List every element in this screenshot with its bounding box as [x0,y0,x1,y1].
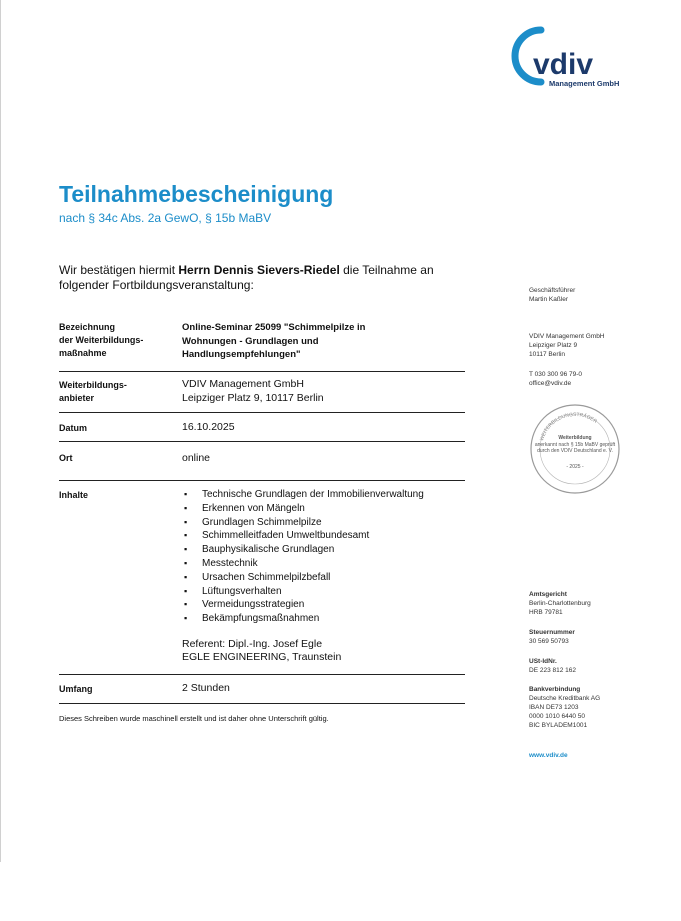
svg-text:WEITERBILDUNGSTRÄGER: WEITERBILDUNGSTRÄGER [539,411,598,442]
email-link[interactable]: office@vdiv.de [529,380,572,387]
details-table [59,313,465,704]
list-item: ▪ Technische Grundlagen der Immobilienverwaltung [182,488,424,502]
list-item: ▪ Schimmelleitfaden Umweltbundesamt [182,529,424,543]
row-ort [59,442,465,481]
sidebar-register: Amtsgericht Berlin-Charlottenburg HRB 79781 [529,591,591,616]
referent-company: EGLE ENGINEERING, Traunstein [182,651,342,664]
list-item: ▪ Bekämpfungsmaßnahmen [182,612,424,626]
list-item: ▪ Lüftungsverhalten [182,585,424,599]
footer-note: Dieses Schreiben wurde maschinell erstellt und ist daher ohne Unterschrift gültig. [59,714,329,723]
certification-seal: WEITERBILDUNGSTRÄGER Weiterbildung anerkannt nach § 15b MaBV geprüft durch den VDIV Deutschland e. V. - 2025 - [528,402,622,496]
page-edge [0,0,1,862]
label-anbieter: Weiterbildungs- anbieter [59,380,127,403]
content-list [182,488,424,626]
sidebar-contact [529,370,582,388]
website-link[interactable]: www.vdiv.de [529,752,568,759]
row-datum [59,413,465,442]
logo-brand: vdiv [533,48,594,81]
row-bezeichnung [59,313,465,372]
label-bezeichnung: Bezeichnung der Weiterbildungs- maßnahme [59,322,144,358]
phone: T 030 300 96 79-0 [529,371,583,378]
value-datum: 16.10.2025 [182,421,235,433]
page-subtitle: nach § 34c Abs. 2a GewO, § 15b MaBV [59,211,272,225]
list-item: ▪ Ursachen Schimmelpilzbefall [182,571,424,585]
list-item: ▪ Grundlagen Schimmelpilze [182,516,424,530]
sidebar-ceo: Geschäftsführer Martin Kaßler [529,287,576,303]
list-item: ▪ Erkennen von Mängeln [182,502,424,516]
value-anbieter: VDIV Management GmbH Leipziger Platz 9, 10117 Berlin [182,378,324,404]
value-umfang: 2 Stunden [182,682,230,694]
sidebar-bank: Bankverbindung Deutsche Kreditbank AG IBAN DE73 1203 0000 1010 6440 50 BIC BYLADEM1001 [529,686,601,729]
page-title: Teilnahmebescheinigung [59,181,334,207]
sidebar-vat: USt-IdNr. DE 223 812 162 [529,658,576,674]
referent: Referent: Dipl.-Ing. Josef Egle [182,637,323,650]
label-datum: Datum [59,423,88,433]
sidebar-tax: Steuernummer 30 569 50793 [529,629,575,645]
sidebar-address: VDIV Management GmbH Leipziger Platz 9 10117 Berlin [529,333,605,358]
participant-name: Herrn Dennis Sievers-Riedel [178,263,340,277]
list-item: ▪ Bauphysikalische Grundlagen [182,543,424,557]
value-inhalte [182,488,424,665]
intro-text: Wir bestätigen hiermit Herrn Dennis Sievers-Riedel die Teilnahme an folgender Fortbildungsveranstaltung: [59,263,434,292]
list-item: ▪ Vermeidungsstrategien [182,598,424,612]
label-umfang: Umfang [59,684,93,694]
value-ort: online [182,452,211,464]
label-ort: Ort [59,453,73,463]
row-inhalte [59,481,465,675]
label-inhalte: Inhalte [59,490,89,500]
row-anbieter [59,372,465,413]
list-item: ▪ Messtechnik [182,557,424,571]
logo-subtitle: Management GmbH [549,79,620,88]
row-umfang [59,675,465,704]
value-bezeichnung: Online-Seminar 25099 "Schimmelpilze in Wohnungen - Grundlagen und Handlungsempfehlungen" [182,322,366,360]
